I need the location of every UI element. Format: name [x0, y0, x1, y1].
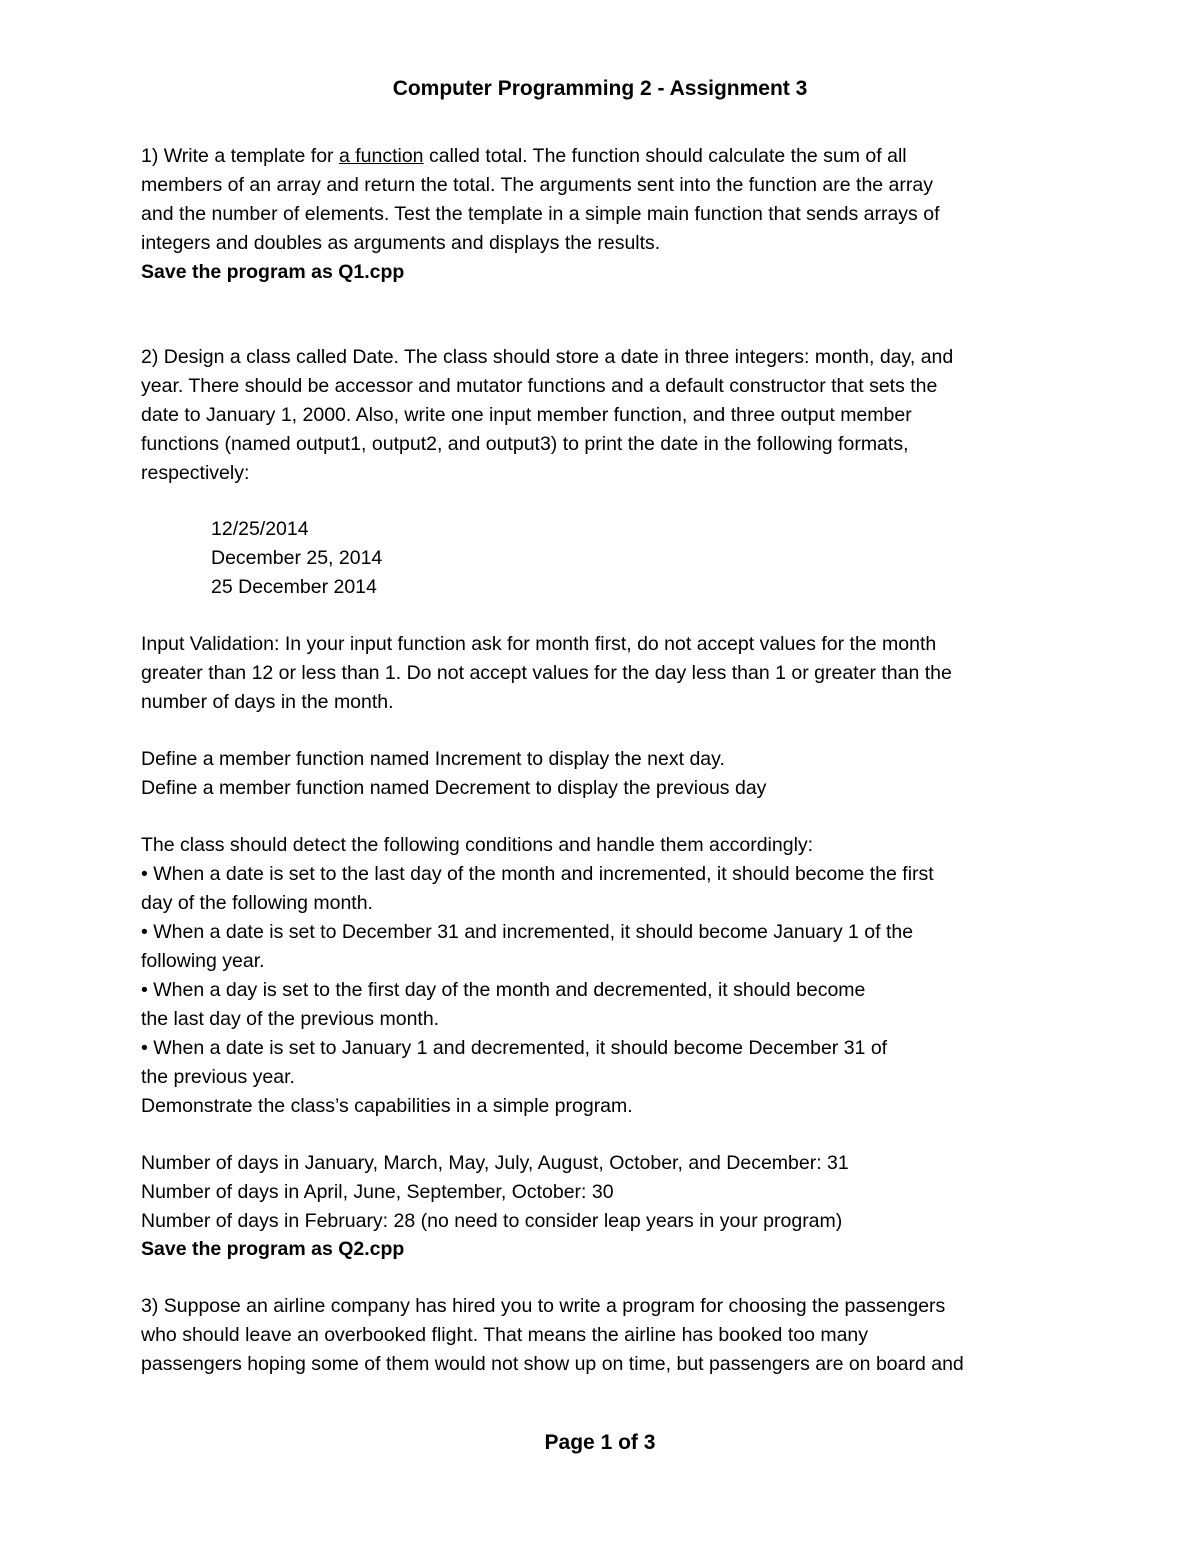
- format-example-1: 12/25/2014: [211, 518, 309, 540]
- q2-line-2: year. There should be accessor and mutator functions and a default constructor that sets the: [141, 375, 938, 397]
- conditions-line-9: the previous year.: [141, 1066, 295, 1088]
- q2-line-1: 2) Design a class called Date. The class should store a date in three integers: month, day, and: [141, 346, 954, 368]
- increment-instruction: Define a member function named Increment to display the next day.: [141, 748, 725, 770]
- conditions-line-6: • When a day is set to the first day of the month and decremented, it should become: [141, 979, 866, 1001]
- validation-line-3: number of days in the month.: [141, 691, 394, 713]
- conditions-line-2: • When a date is set to the last day of the month and incremented, it should become the first: [141, 863, 934, 885]
- format-example-3: 25 December 2014: [211, 576, 377, 598]
- q2-save-instruction: Save the program as Q2.cpp: [141, 1238, 405, 1260]
- format-example-2: December 25, 2014: [211, 547, 383, 569]
- q1-line-1-pre: 1) Write a template for: [141, 145, 339, 167]
- q1-line-4: integers and doubles as arguments and displays the results.: [141, 232, 661, 254]
- conditions-line-3: day of the following month.: [141, 892, 373, 914]
- conditions-line-8: • When a date is set to January 1 and decremented, it should become December 31 of: [141, 1037, 888, 1059]
- days-line-1: Number of days in January, March, May, July, August, October, and December: 31: [141, 1152, 849, 1174]
- conditions-line-5: following year.: [141, 950, 265, 972]
- conditions-line-1: The class should detect the following conditions and handle them accordingly:: [141, 834, 814, 856]
- q3-line-3: passengers hoping some of them would not show up on time, but passengers are on board and: [141, 1353, 964, 1375]
- days-line-3: Number of days in February: 28 (no need to consider leap years in your program): [141, 1210, 843, 1232]
- q2-line-3: date to January 1, 2000. Also, write one input member function, and three output member: [141, 404, 912, 426]
- validation-line-1: Input Validation: In your input function ask for month first, do not accept values for the month: [141, 633, 937, 655]
- q2-line-4: functions (named output1, output2, and output3) to print the date in the following formats,: [141, 433, 909, 455]
- conditions-line-4: • When a date is set to December 31 and incremented, it should become January 1 of the: [141, 921, 914, 943]
- q1-line-1: [141, 142, 907, 170]
- q1-line-3: and the number of elements. Test the template in a simple main function that sends arrays of: [141, 203, 940, 225]
- q1-line-2: members of an array and return the total. The arguments sent into the function are the array: [141, 174, 933, 196]
- page-number: Page 1 of 3: [544, 1431, 656, 1454]
- decrement-instruction: Define a member function named Decrement to display the previous day: [141, 777, 767, 799]
- validation-line-2: greater than 12 or less than 1. Do not accept values for the day less than 1 or greater than the: [141, 662, 952, 684]
- page-title: Computer Programming 2 - Assignment 3: [392, 77, 808, 100]
- conditions-line-10: Demonstrate the class’s capabilities in a simple program.: [141, 1095, 633, 1117]
- q1-save-instruction: Save the program as Q1.cpp: [141, 261, 405, 283]
- q3-line-1: 3) Suppose an airline company has hired you to write a program for choosing the passengers: [141, 1295, 946, 1317]
- q1-underlined-phrase: a function: [338, 145, 424, 167]
- q2-line-5: respectively:: [141, 462, 250, 484]
- days-line-2: Number of days in April, June, September, October: 30: [141, 1181, 614, 1203]
- conditions-line-7: the last day of the previous month.: [141, 1008, 440, 1030]
- q3-line-2: who should leave an overbooked flight. That means the airline has booked too many: [141, 1324, 869, 1346]
- q1-line-1-post: called total. The function should calculate the sum of all: [423, 145, 907, 167]
